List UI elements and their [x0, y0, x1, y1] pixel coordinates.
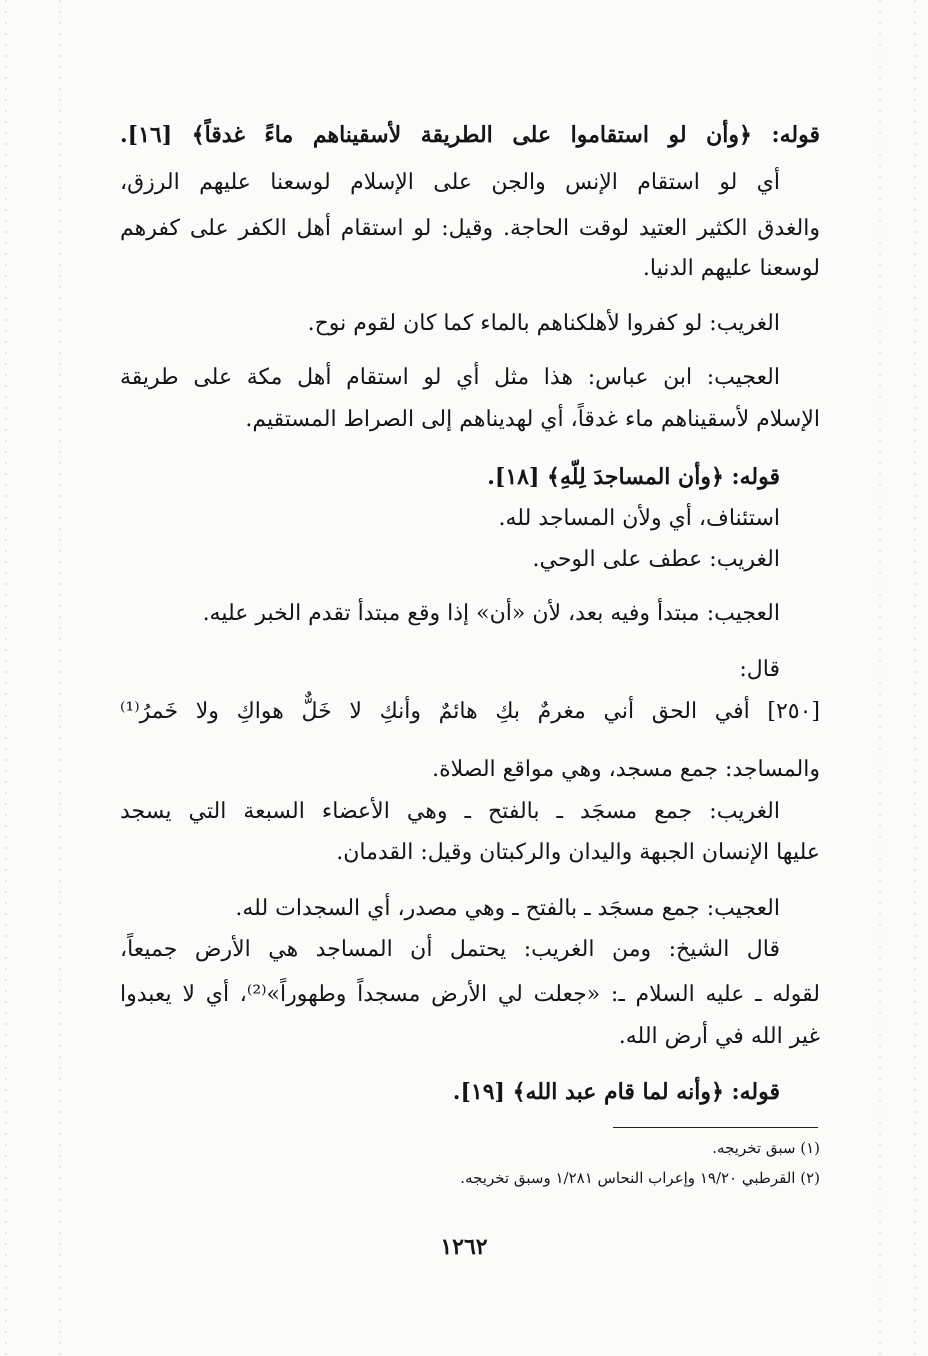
- text-line-3: والغدق الكثير العتيد لوقت الحاجة. وقيل: لو استقام أهل الكفر على كفرهم: [120, 216, 820, 241]
- text-line-2: أي لو استقام الإنس والجن على الإسلام لوسعنا عليهم الرزق،: [120, 170, 780, 195]
- text-line-7: الإسلام لأسقيناهم ماء غدقاً، أي لهديناهم إلى الصراط المستقيم.: [245, 407, 820, 432]
- text-line-15: الغريب: جمع مسجَد ـ بالفتح ـ وهي الأعضاء السبعة التي يسجد: [120, 799, 780, 824]
- page-number: ١٢٦٢: [440, 1234, 488, 1260]
- text-line-8: قوله: ﴿وأن المساجدَ لِلّهِ﴾ [١٨].: [487, 464, 780, 490]
- text-line-14: والمساجد: جمع مسجد، وهي مواقع الصلاة.: [432, 757, 820, 782]
- text-line-5: الغريب: لو كفروا لأهلكناهم بالماء كما كان لقوم نوح.: [307, 311, 780, 336]
- text-line-19: لقوله ـ عليه السلام ـ: «جعلت لي الأرض مسجداً وطهوراً»⁽²⁾، أي لا يعبدوا: [120, 982, 820, 1007]
- text-line-21: قوله: ﴿وأنه لما قام عبد الله﴾ [١٩].: [452, 1079, 780, 1105]
- footnote-1: (١) سبق تخريجه.: [712, 1139, 820, 1157]
- text-line-9: استئناف، أي ولأن المساجد لله.: [498, 506, 780, 531]
- text-line-16: عليها الإنسان الجبهة واليدان والركبتان وقيل: القدمان.: [336, 840, 820, 865]
- poem-line: [٢٥٠] أفي الحق أني مغرمٌ بكِ هائمٌ وأنكِ لا خَلٌّ هواكِ ولا خَمرُ⁽¹⁾: [120, 699, 820, 724]
- text-line-6: العجيب: ابن عباس: هذا مثل أي لو استقام أهل مكة على طريقة: [120, 365, 780, 390]
- footnote-separator: [613, 1127, 818, 1128]
- text-line-11: العجيب: مبتدأ وفيه بعد، لأن «أن» إذا وقع مبتدأ تقدم الخبر عليه.: [202, 601, 780, 626]
- text-line-4: لوسعنا عليهم الدنيا.: [642, 256, 820, 281]
- text-line-18: قال الشيخ: ومن الغريب: يحتمل أن المساجد هي الأرض جميعاً،: [120, 937, 780, 962]
- text-line-1: قوله: ﴿وأن لو استقاموا على الطريقة لأسقيناهم ماءً غدقاً﴾ [١٦].: [120, 122, 820, 148]
- text-line-20: غير الله في أرض الله.: [618, 1024, 820, 1049]
- text-line-17: العجيب: جمع مسجَد ـ بالفتح ـ وهي مصدر، أي السجدات لله.: [235, 896, 780, 921]
- footnote-2: (٢) القرطبي ١٩/٢٠ وإعراب النحاس ١/٢٨١ وسبق تخريجه.: [460, 1169, 820, 1187]
- text-line-10: الغريب: عطف على الوحي.: [532, 547, 780, 572]
- text-line-12: قال:: [739, 657, 780, 682]
